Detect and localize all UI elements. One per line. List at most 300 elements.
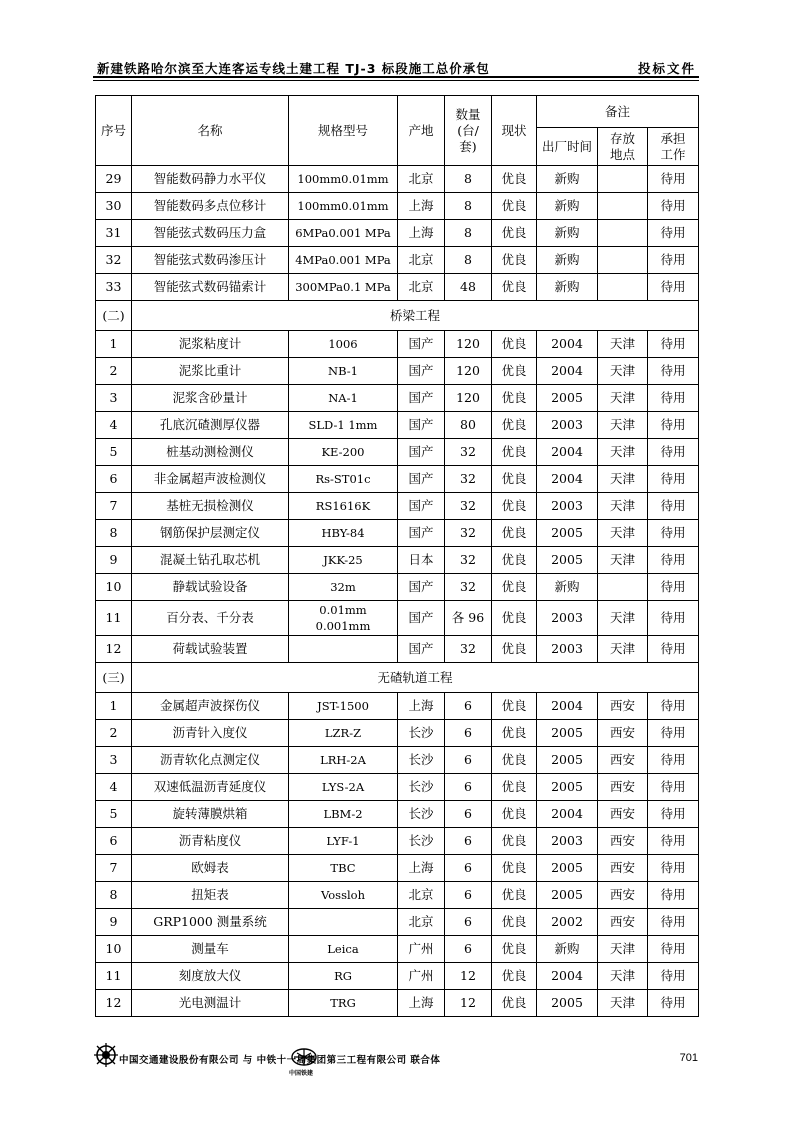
table-row: [96, 801, 699, 828]
cell-status: 优良: [492, 601, 537, 636]
cell-qty: 32: [445, 547, 492, 574]
cell-status: 优良: [492, 720, 537, 747]
cell-seq: 2: [96, 720, 132, 747]
cell-qty: 32: [445, 466, 492, 493]
cell-seq: 1: [96, 331, 132, 358]
cell-qty: 6: [445, 855, 492, 882]
table-row: [96, 547, 699, 574]
cell-date: 2003: [537, 828, 598, 855]
cell-date: 2005: [537, 855, 598, 882]
cell-task: 待用: [648, 247, 699, 274]
cell-status: 优良: [492, 963, 537, 990]
cell-seq: 29: [96, 166, 132, 193]
cell-origin: 北京: [398, 909, 445, 936]
table-row: [96, 493, 699, 520]
cell-location: [598, 193, 648, 220]
cell-spec: [289, 909, 398, 936]
cell-location: 西安: [598, 882, 648, 909]
cell-task: 待用: [648, 693, 699, 720]
cell-location: 西安: [598, 801, 648, 828]
cell-date: 2003: [537, 636, 598, 663]
cell-qty: 6: [445, 936, 492, 963]
cell-status: 优良: [492, 331, 537, 358]
section-number: (三): [96, 663, 132, 693]
table-row: [96, 720, 699, 747]
cell-name: 沥青针入度仪: [132, 720, 289, 747]
table-row: [96, 855, 699, 882]
footer-joint-venture: 中国交通建设股份有限公司 与 中铁十一局集团第三工程有限公司 联合体: [119, 1055, 441, 1066]
cell-seq: 6: [96, 828, 132, 855]
cell-date: 2003: [537, 412, 598, 439]
cell-origin: 北京: [398, 882, 445, 909]
cell-spec: LYF-1: [289, 828, 398, 855]
cell-task: 待用: [648, 493, 699, 520]
cell-name: 桩基动测检测仪: [132, 439, 289, 466]
cell-origin: 长沙: [398, 720, 445, 747]
cell-seq: 8: [96, 520, 132, 547]
header-name: 名称: [132, 96, 289, 166]
cell-location: 西安: [598, 693, 648, 720]
table-row: [96, 520, 699, 547]
header-rule-thin: [93, 80, 699, 81]
cell-date: 新购: [537, 166, 598, 193]
header-remarks: 备注: [537, 96, 699, 128]
cell-origin: 国产: [398, 385, 445, 412]
section-row: [96, 301, 699, 331]
cell-spec: 1006: [289, 331, 398, 358]
cell-task: 待用: [648, 547, 699, 574]
cell-qty: 各 96: [445, 601, 492, 636]
cell-origin: 国产: [398, 358, 445, 385]
cell-date: 2002: [537, 909, 598, 936]
cell-spec: Rs-ST01c: [289, 466, 398, 493]
cell-seq: 11: [96, 601, 132, 636]
cell-task: 待用: [648, 963, 699, 990]
cell-date: 新购: [537, 574, 598, 601]
cell-spec: LZR-Z: [289, 720, 398, 747]
cell-date: 2005: [537, 774, 598, 801]
cell-spec: JST-1500: [289, 693, 398, 720]
cell-seq: 32: [96, 247, 132, 274]
cell-origin: 广州: [398, 936, 445, 963]
cell-name: 光电测温计: [132, 990, 289, 1017]
spec-line: 0.01mm: [319, 603, 367, 617]
cell-date: 2003: [537, 601, 598, 636]
header-origin: 产地: [398, 96, 445, 166]
cell-status: 优良: [492, 774, 537, 801]
cell-qty: 32: [445, 520, 492, 547]
cell-name: 静载试验设备: [132, 574, 289, 601]
cell-status: 优良: [492, 493, 537, 520]
cell-seq: 2: [96, 358, 132, 385]
cell-status: 优良: [492, 747, 537, 774]
cell-location: 西安: [598, 774, 648, 801]
cell-date: 新购: [537, 274, 598, 301]
table-row: [96, 693, 699, 720]
cell-seq: 31: [96, 220, 132, 247]
table-row: [96, 385, 699, 412]
cell-task: 待用: [648, 166, 699, 193]
cell-task: 待用: [648, 774, 699, 801]
cell-name: 扭矩表: [132, 882, 289, 909]
cell-origin: 北京: [398, 166, 445, 193]
cell-status: 优良: [492, 520, 537, 547]
table-row: [96, 439, 699, 466]
cell-seq: 3: [96, 747, 132, 774]
cell-seq: 10: [96, 936, 132, 963]
cell-origin: 上海: [398, 693, 445, 720]
cell-task: 待用: [648, 636, 699, 663]
cell-location: 天津: [598, 547, 648, 574]
table-row: [96, 963, 699, 990]
cell-location: 天津: [598, 412, 648, 439]
cell-seq: 10: [96, 574, 132, 601]
cell-date: 2005: [537, 547, 598, 574]
cell-task: 待用: [648, 193, 699, 220]
section-title: 无碴轨道工程: [132, 663, 699, 693]
cell-date: 2004: [537, 693, 598, 720]
crcc-logo-caption: 中国铁建: [289, 1070, 314, 1077]
cell-location: [598, 574, 648, 601]
cell-origin: 北京: [398, 274, 445, 301]
cell-task: 待用: [648, 274, 699, 301]
table-row: [96, 466, 699, 493]
cell-origin: 上海: [398, 855, 445, 882]
cell-status: 优良: [492, 166, 537, 193]
cell-seq: 5: [96, 439, 132, 466]
table-row: [96, 274, 699, 301]
cell-spec: 6MPa0.001 MPa: [289, 220, 398, 247]
cell-seq: 33: [96, 274, 132, 301]
cell-task: 待用: [648, 220, 699, 247]
cell-location: 天津: [598, 963, 648, 990]
cell-origin: 国产: [398, 493, 445, 520]
cell-name: 非金属超声波检测仪: [132, 466, 289, 493]
table-row: [96, 882, 699, 909]
cell-seq: 30: [96, 193, 132, 220]
cell-qty: 12: [445, 990, 492, 1017]
cell-qty: 8: [445, 220, 492, 247]
cell-origin: 上海: [398, 193, 445, 220]
cell-status: 优良: [492, 693, 537, 720]
cell-location: 西安: [598, 720, 648, 747]
cell-spec: SLD-1 1mm: [289, 412, 398, 439]
cell-spec: 100mm0.01mm: [289, 166, 398, 193]
cell-task: 待用: [648, 936, 699, 963]
cell-origin: 长沙: [398, 828, 445, 855]
cell-location: 天津: [598, 358, 648, 385]
table-row: [96, 166, 699, 193]
cell-status: 优良: [492, 412, 537, 439]
cell-spec: TBC: [289, 855, 398, 882]
cell-seq: 7: [96, 855, 132, 882]
cell-name: 欧姆表: [132, 855, 289, 882]
cell-spec: RG: [289, 963, 398, 990]
cell-seq: 9: [96, 547, 132, 574]
cell-seq: 5: [96, 801, 132, 828]
cell-status: 优良: [492, 828, 537, 855]
table-row: [96, 601, 699, 636]
cell-location: 天津: [598, 936, 648, 963]
cell-qty: 6: [445, 774, 492, 801]
cell-origin: 国产: [398, 574, 445, 601]
cell-origin: 国产: [398, 636, 445, 663]
cell-name: 基桩无损检测仪: [132, 493, 289, 520]
cell-date: 2005: [537, 520, 598, 547]
cell-qty: 8: [445, 193, 492, 220]
cell-task: 待用: [648, 520, 699, 547]
cell-status: 优良: [492, 466, 537, 493]
header-location-text: 存放地点: [609, 130, 635, 162]
table-row: [96, 828, 699, 855]
cell-spec: 4MPa0.001 MPa: [289, 247, 398, 274]
equipment-table: [95, 95, 699, 1017]
cell-qty: 12: [445, 963, 492, 990]
cell-status: 优良: [492, 636, 537, 663]
cell-location: 天津: [598, 520, 648, 547]
header-seq: 序号: [96, 96, 132, 166]
header-qty: [445, 96, 492, 166]
cell-qty: 8: [445, 247, 492, 274]
cell-task: 待用: [648, 855, 699, 882]
cell-seq: 4: [96, 774, 132, 801]
cell-qty: 80: [445, 412, 492, 439]
cell-spec: LRH-2A: [289, 747, 398, 774]
cell-spec: 32m: [289, 574, 398, 601]
cell-status: 优良: [492, 385, 537, 412]
cell-qty: 32: [445, 574, 492, 601]
cell-task: 待用: [648, 882, 699, 909]
cell-qty: 120: [445, 331, 492, 358]
cell-status: 优良: [492, 358, 537, 385]
cell-name: 百分表、千分表: [132, 601, 289, 636]
cell-qty: 32: [445, 439, 492, 466]
cell-spec: Leica: [289, 936, 398, 963]
cell-spec: LYS-2A: [289, 774, 398, 801]
cell-location: 天津: [598, 636, 648, 663]
cell-date: 新购: [537, 936, 598, 963]
cell-task: 待用: [648, 331, 699, 358]
table-row: [96, 247, 699, 274]
cell-seq: 6: [96, 466, 132, 493]
cell-name: 沥青粘度仪: [132, 828, 289, 855]
page-number: 701: [679, 1052, 698, 1064]
header-task-text: 承担工作: [660, 130, 686, 162]
cell-name: 智能弦式数码渗压计: [132, 247, 289, 274]
cell-location: 天津: [598, 493, 648, 520]
cell-spec: JKK-25: [289, 547, 398, 574]
cell-origin: 国产: [398, 466, 445, 493]
cell-spec: TRG: [289, 990, 398, 1017]
cell-qty: 48: [445, 274, 492, 301]
cell-seq: 12: [96, 636, 132, 663]
cell-spec: NA-1: [289, 385, 398, 412]
cell-location: 天津: [598, 331, 648, 358]
table-header-row: [96, 96, 699, 128]
table-row: [96, 331, 699, 358]
cell-date: 2005: [537, 747, 598, 774]
cell-qty: 6: [445, 828, 492, 855]
cell-date: 2005: [537, 720, 598, 747]
cell-task: 待用: [648, 801, 699, 828]
table-row: [96, 747, 699, 774]
cell-date: 2004: [537, 439, 598, 466]
document-title: 新建铁路哈尔滨至大连客运专线土建工程 TJ-3 标段施工总价承包: [97, 61, 490, 76]
table-row: [96, 358, 699, 385]
cell-task: 待用: [648, 909, 699, 936]
header-qty-text: 数量(台/套): [455, 106, 481, 154]
cell-seq: 1: [96, 693, 132, 720]
cell-location: 天津: [598, 990, 648, 1017]
cell-location: 天津: [598, 601, 648, 636]
header-status: 现状: [492, 96, 537, 166]
cell-task: 待用: [648, 601, 699, 636]
cell-origin: 长沙: [398, 747, 445, 774]
cell-status: 优良: [492, 547, 537, 574]
cell-task: 待用: [648, 828, 699, 855]
cell-qty: 6: [445, 909, 492, 936]
cell-name: 智能弦式数码压力盒: [132, 220, 289, 247]
cell-spec: LBM-2: [289, 801, 398, 828]
cell-qty: 6: [445, 801, 492, 828]
cell-origin: 北京: [398, 247, 445, 274]
page-header: [95, 56, 698, 76]
cell-spec: KE-200: [289, 439, 398, 466]
section-title: 桥梁工程: [132, 301, 699, 331]
cell-task: 待用: [648, 385, 699, 412]
cell-name: 刻度放大仪: [132, 963, 289, 990]
cell-status: 优良: [492, 247, 537, 274]
cell-name: 智能数码静力水平仪: [132, 166, 289, 193]
cell-name: 沥青软化点测定仪: [132, 747, 289, 774]
cell-task: 待用: [648, 412, 699, 439]
cell-status: 优良: [492, 801, 537, 828]
cell-date: 2004: [537, 963, 598, 990]
section-number: (二): [96, 301, 132, 331]
cell-qty: 32: [445, 493, 492, 520]
spec-line: 0.001mm: [315, 619, 371, 633]
cell-name: 泥浆含砂量计: [132, 385, 289, 412]
cell-status: 优良: [492, 574, 537, 601]
cell-name: 泥浆比重计: [132, 358, 289, 385]
cccc-logo-icon: [93, 1042, 119, 1068]
cell-location: 西安: [598, 828, 648, 855]
cell-seq: 12: [96, 990, 132, 1017]
cell-spec: [289, 636, 398, 663]
cell-status: 优良: [492, 855, 537, 882]
cell-name: 测量车: [132, 936, 289, 963]
cell-date: 2004: [537, 801, 598, 828]
cell-date: 新购: [537, 193, 598, 220]
header-spec: 规格型号: [289, 96, 398, 166]
cell-date: 2004: [537, 358, 598, 385]
cell-name: 孔底沉碴测厚仪器: [132, 412, 289, 439]
cell-spec: 100mm0.01mm: [289, 193, 398, 220]
section-row: [96, 663, 699, 693]
cell-qty: 120: [445, 385, 492, 412]
cell-location: 天津: [598, 439, 648, 466]
cell-name: 智能数码多点位移计: [132, 193, 289, 220]
cell-origin: 长沙: [398, 801, 445, 828]
cell-spec: 300MPa0.1 MPa: [289, 274, 398, 301]
cell-status: 优良: [492, 936, 537, 963]
cell-spec: Vossloh: [289, 882, 398, 909]
header-date: 出厂时间: [537, 128, 598, 166]
cell-origin: 国产: [398, 331, 445, 358]
table-row: [96, 574, 699, 601]
cell-name: 混凝土钻孔取芯机: [132, 547, 289, 574]
table-row: [96, 774, 699, 801]
cell-date: 2004: [537, 331, 598, 358]
cell-qty: 8: [445, 166, 492, 193]
cell-qty: 120: [445, 358, 492, 385]
table-row: [96, 220, 699, 247]
cell-status: 优良: [492, 220, 537, 247]
cell-status: 优良: [492, 909, 537, 936]
cell-spec: RS1616K: [289, 493, 398, 520]
cell-seq: 3: [96, 385, 132, 412]
cell-date: 2005: [537, 385, 598, 412]
cell-date: 2004: [537, 466, 598, 493]
cell-origin: 国产: [398, 439, 445, 466]
cell-name: GRP1000 测量系统: [132, 909, 289, 936]
table-row: [96, 412, 699, 439]
table-row: [96, 193, 699, 220]
cell-location: [598, 220, 648, 247]
cell-seq: 9: [96, 909, 132, 936]
table-row: [96, 936, 699, 963]
cell-origin: 国产: [398, 520, 445, 547]
cell-status: 优良: [492, 274, 537, 301]
cell-date: 新购: [537, 247, 598, 274]
cell-origin: 上海: [398, 220, 445, 247]
cell-name: 钢筋保护层测定仪: [132, 520, 289, 547]
cell-task: 待用: [648, 747, 699, 774]
header-location: [598, 128, 648, 166]
cell-status: 优良: [492, 990, 537, 1017]
cell-date: 新购: [537, 220, 598, 247]
cell-task: 待用: [648, 466, 699, 493]
header-task: [648, 128, 699, 166]
cell-location: [598, 274, 648, 301]
cell-seq: 8: [96, 882, 132, 909]
table-row: [96, 636, 699, 663]
cell-status: 优良: [492, 439, 537, 466]
cell-name: 旋转薄膜烘箱: [132, 801, 289, 828]
cell-name: 双速低温沥青延度仪: [132, 774, 289, 801]
cell-origin: 上海: [398, 990, 445, 1017]
cell-name: 荷载试验装置: [132, 636, 289, 663]
cell-name: 泥浆粘度计: [132, 331, 289, 358]
cell-location: 西安: [598, 855, 648, 882]
cell-location: 天津: [598, 385, 648, 412]
cell-task: 待用: [648, 720, 699, 747]
cell-name: 智能弦式数码锚索计: [132, 274, 289, 301]
cell-name: 金属超声波探伤仪: [132, 693, 289, 720]
cell-status: 优良: [492, 193, 537, 220]
cell-seq: 4: [96, 412, 132, 439]
cell-origin: 长沙: [398, 774, 445, 801]
cell-task: 待用: [648, 358, 699, 385]
cell-spec: NB-1: [289, 358, 398, 385]
cell-origin: 广州: [398, 963, 445, 990]
table-row: [96, 990, 699, 1017]
cell-spec: HBY-84: [289, 520, 398, 547]
document-type: 投标文件: [637, 61, 696, 76]
cell-seq: 7: [96, 493, 132, 520]
cell-spec: [289, 601, 398, 636]
table-row: [96, 909, 699, 936]
